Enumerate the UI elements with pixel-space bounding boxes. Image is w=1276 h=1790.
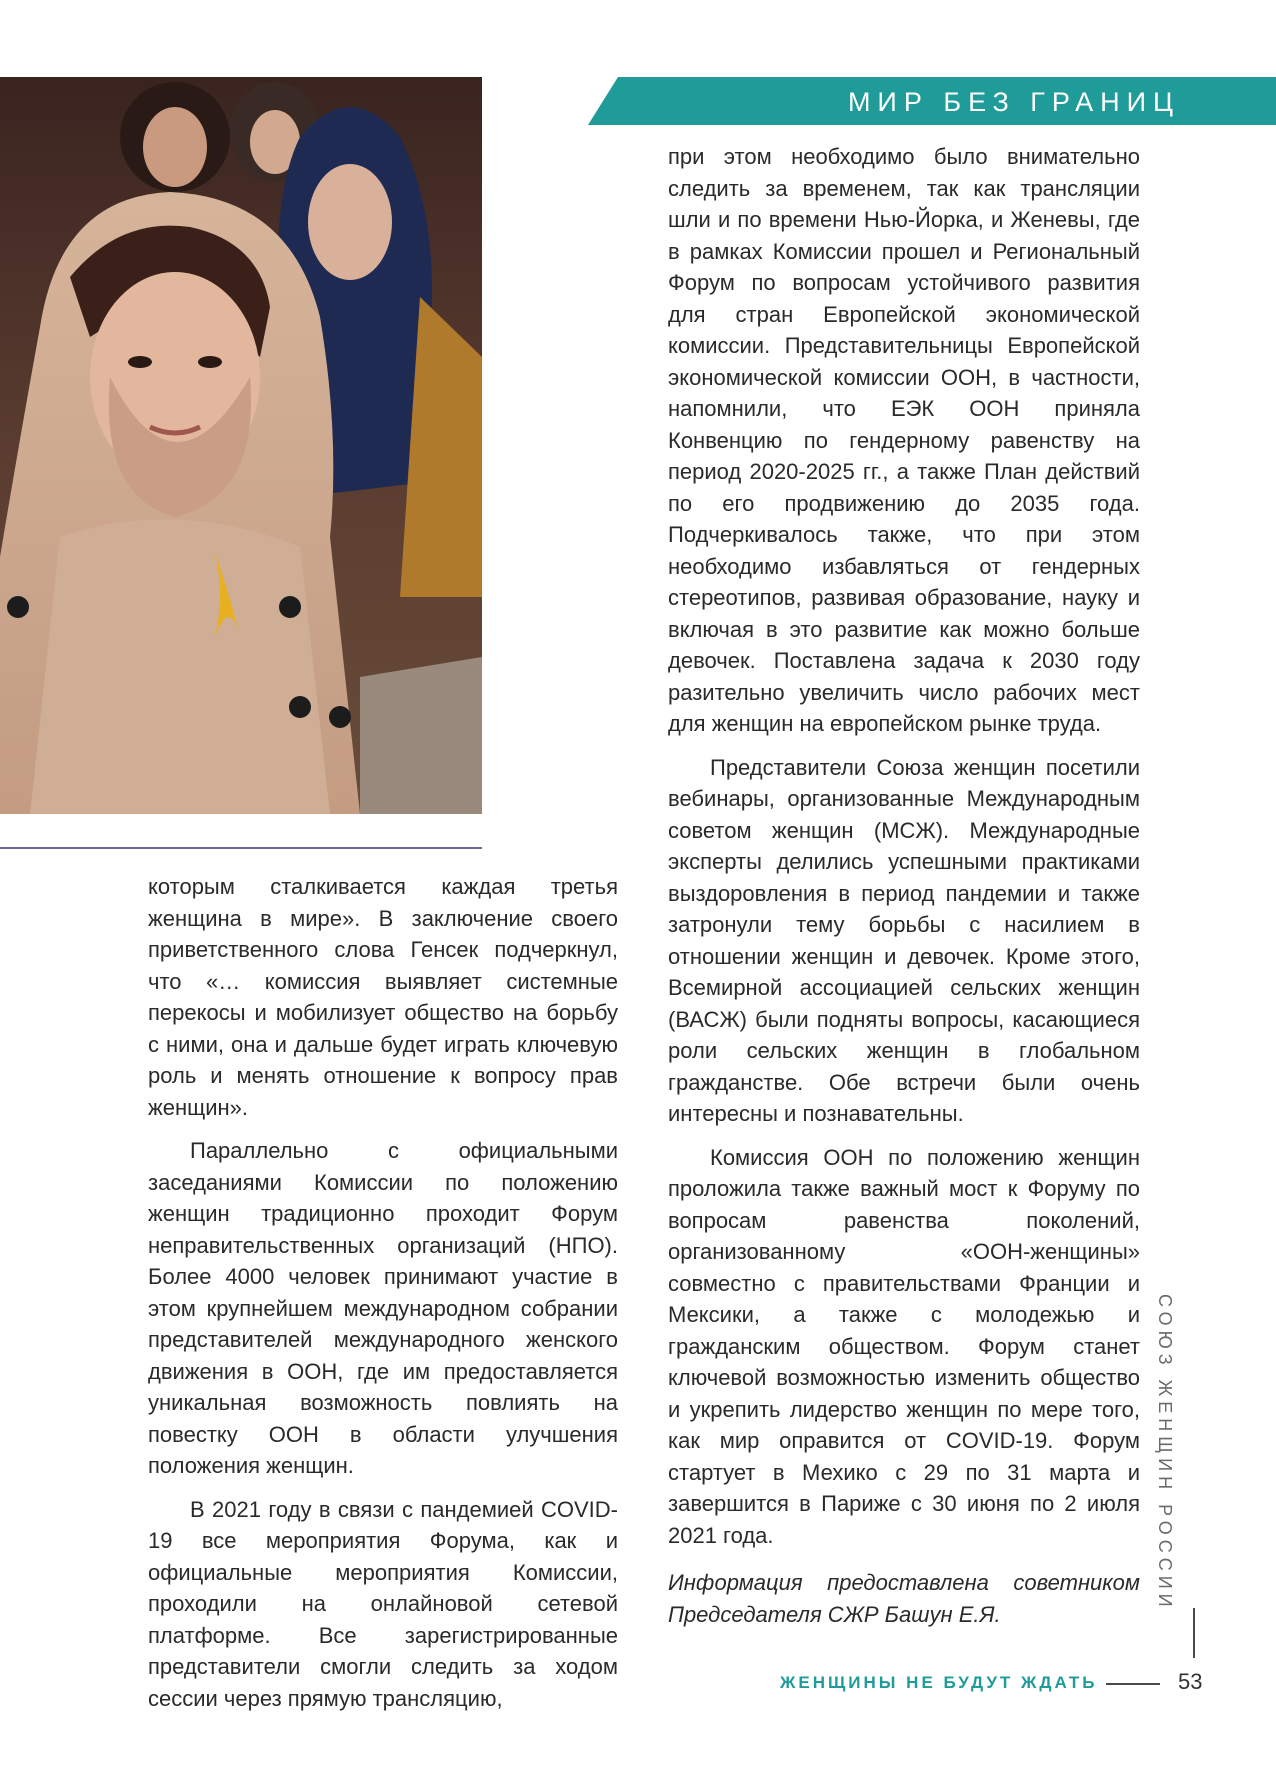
photo-women-at-forum-icon: [0, 77, 482, 814]
section-title: МИР БЕЗ ГРАНИЦ: [847, 87, 1180, 117]
paragraph: В 2021 году в связи с пандемией COVID-19 все мероприятия Форума, как и официальные мероприятия Комиссии, проходили на онлайновой сетевой платформе. Все зарегистрированные представители смогли следить за ходом сессии через прямую трансляцию,: [148, 1496, 618, 1711]
footer-section-label: ЖЕНЩИНЫ НЕ БУДУТ ЖДАТЬ: [780, 1673, 1098, 1692]
page-number: 53: [1178, 1669, 1203, 1694]
paragraph: Комиссия ООН по положению женщин проложила также важный мост к Форуму по вопросам равенства поколений, организованному «ООН-женщины» совместно с правительствами Франции и Мексики, а также с молодежью и гражданским обществом. Форум станет ключевой возможностью изменить общество и укрепить лидерство женщин по мере того, как мир оправится от COVID-19. Форум стартует в Мехико с 29 по 31 марта и завершится в Париже с 30 июня по 2 июля 2021 года.: [668, 1144, 1140, 1548]
photo-divider: [0, 847, 482, 849]
side-divider: [1193, 1608, 1195, 1658]
article-photo: [0, 77, 482, 814]
running-title-vertical: СОЮЗ ЖЕНЩИН РОССИИ: [1155, 1294, 1175, 1612]
footer-divider: [1106, 1683, 1160, 1685]
left-column: [148, 871, 618, 1714]
source-credit: Информация предоставлена советником Председателя СЖР Башун Е.Я.: [668, 1570, 1140, 1627]
paragraph: при этом необходимо было внимательно следить за временем, так как трансляции шли и по времени Нью-Йорка, и Женевы, где в рамках Комиссии прошел и Региональный Форум по вопросам устойчивого развития для стран Европейской экономической комиссии. Представительницы Европейской экономической комиссии ООН, в частности, напомнили, что ЕЭК ООН приняла Конвенцию по гендерному равенству на период 2020-2025 гг., а также План действий по его продвижению до 2035 года. Подчеркивалось также, что при этом необходимо избавляться от гендерных стереотипов, развивая образование, науку и включая в это развитие как можно больше девочек. Поставлена задача к 2030 году разительно увеличить число рабочих мест для женщин на европейском рынке труда.: [668, 144, 1140, 736]
paragraph: Параллельно с официальными заседаниями Комиссии по положению женщин традиционно проходит Форум неправительственных организаций (НПО). Более 4000 человек принимают участие в этом крупнейшем международном собрании представителей международного женского движения в ООН, где им предоставляется уникальная возможность повлиять на повестку ООН в области улучшения положения женщин.: [148, 1138, 618, 1478]
paragraph: Представители Союза женщин посетили вебинары, организованные Международным советом женщин (МСЖ). Международные эксперты делились успешными практиками выздоровления в период пандемии и также затронули тему борьбы с насилием в отношении женщин и девочек. Кроме этого, Всемирной ассоциацией сельских женщин (ВАСЖ) были подняты вопросы, касающиеся роли сельских женщин в глобальном гражданстве. Обе встречи были очень интересны и познавательны.: [668, 754, 1140, 1126]
right-column: [668, 141, 1140, 1630]
paragraph: которым сталкивается каждая третья женщина в мире». В заключение своего приветственного слова Генсек подчеркнул, что «… комиссия выявляет системные перекосы и мобилизует общество на борьбу с ними, она и дальше будет играть ключевую роль и менять отношение к вопросу прав женщин».: [148, 874, 618, 1120]
